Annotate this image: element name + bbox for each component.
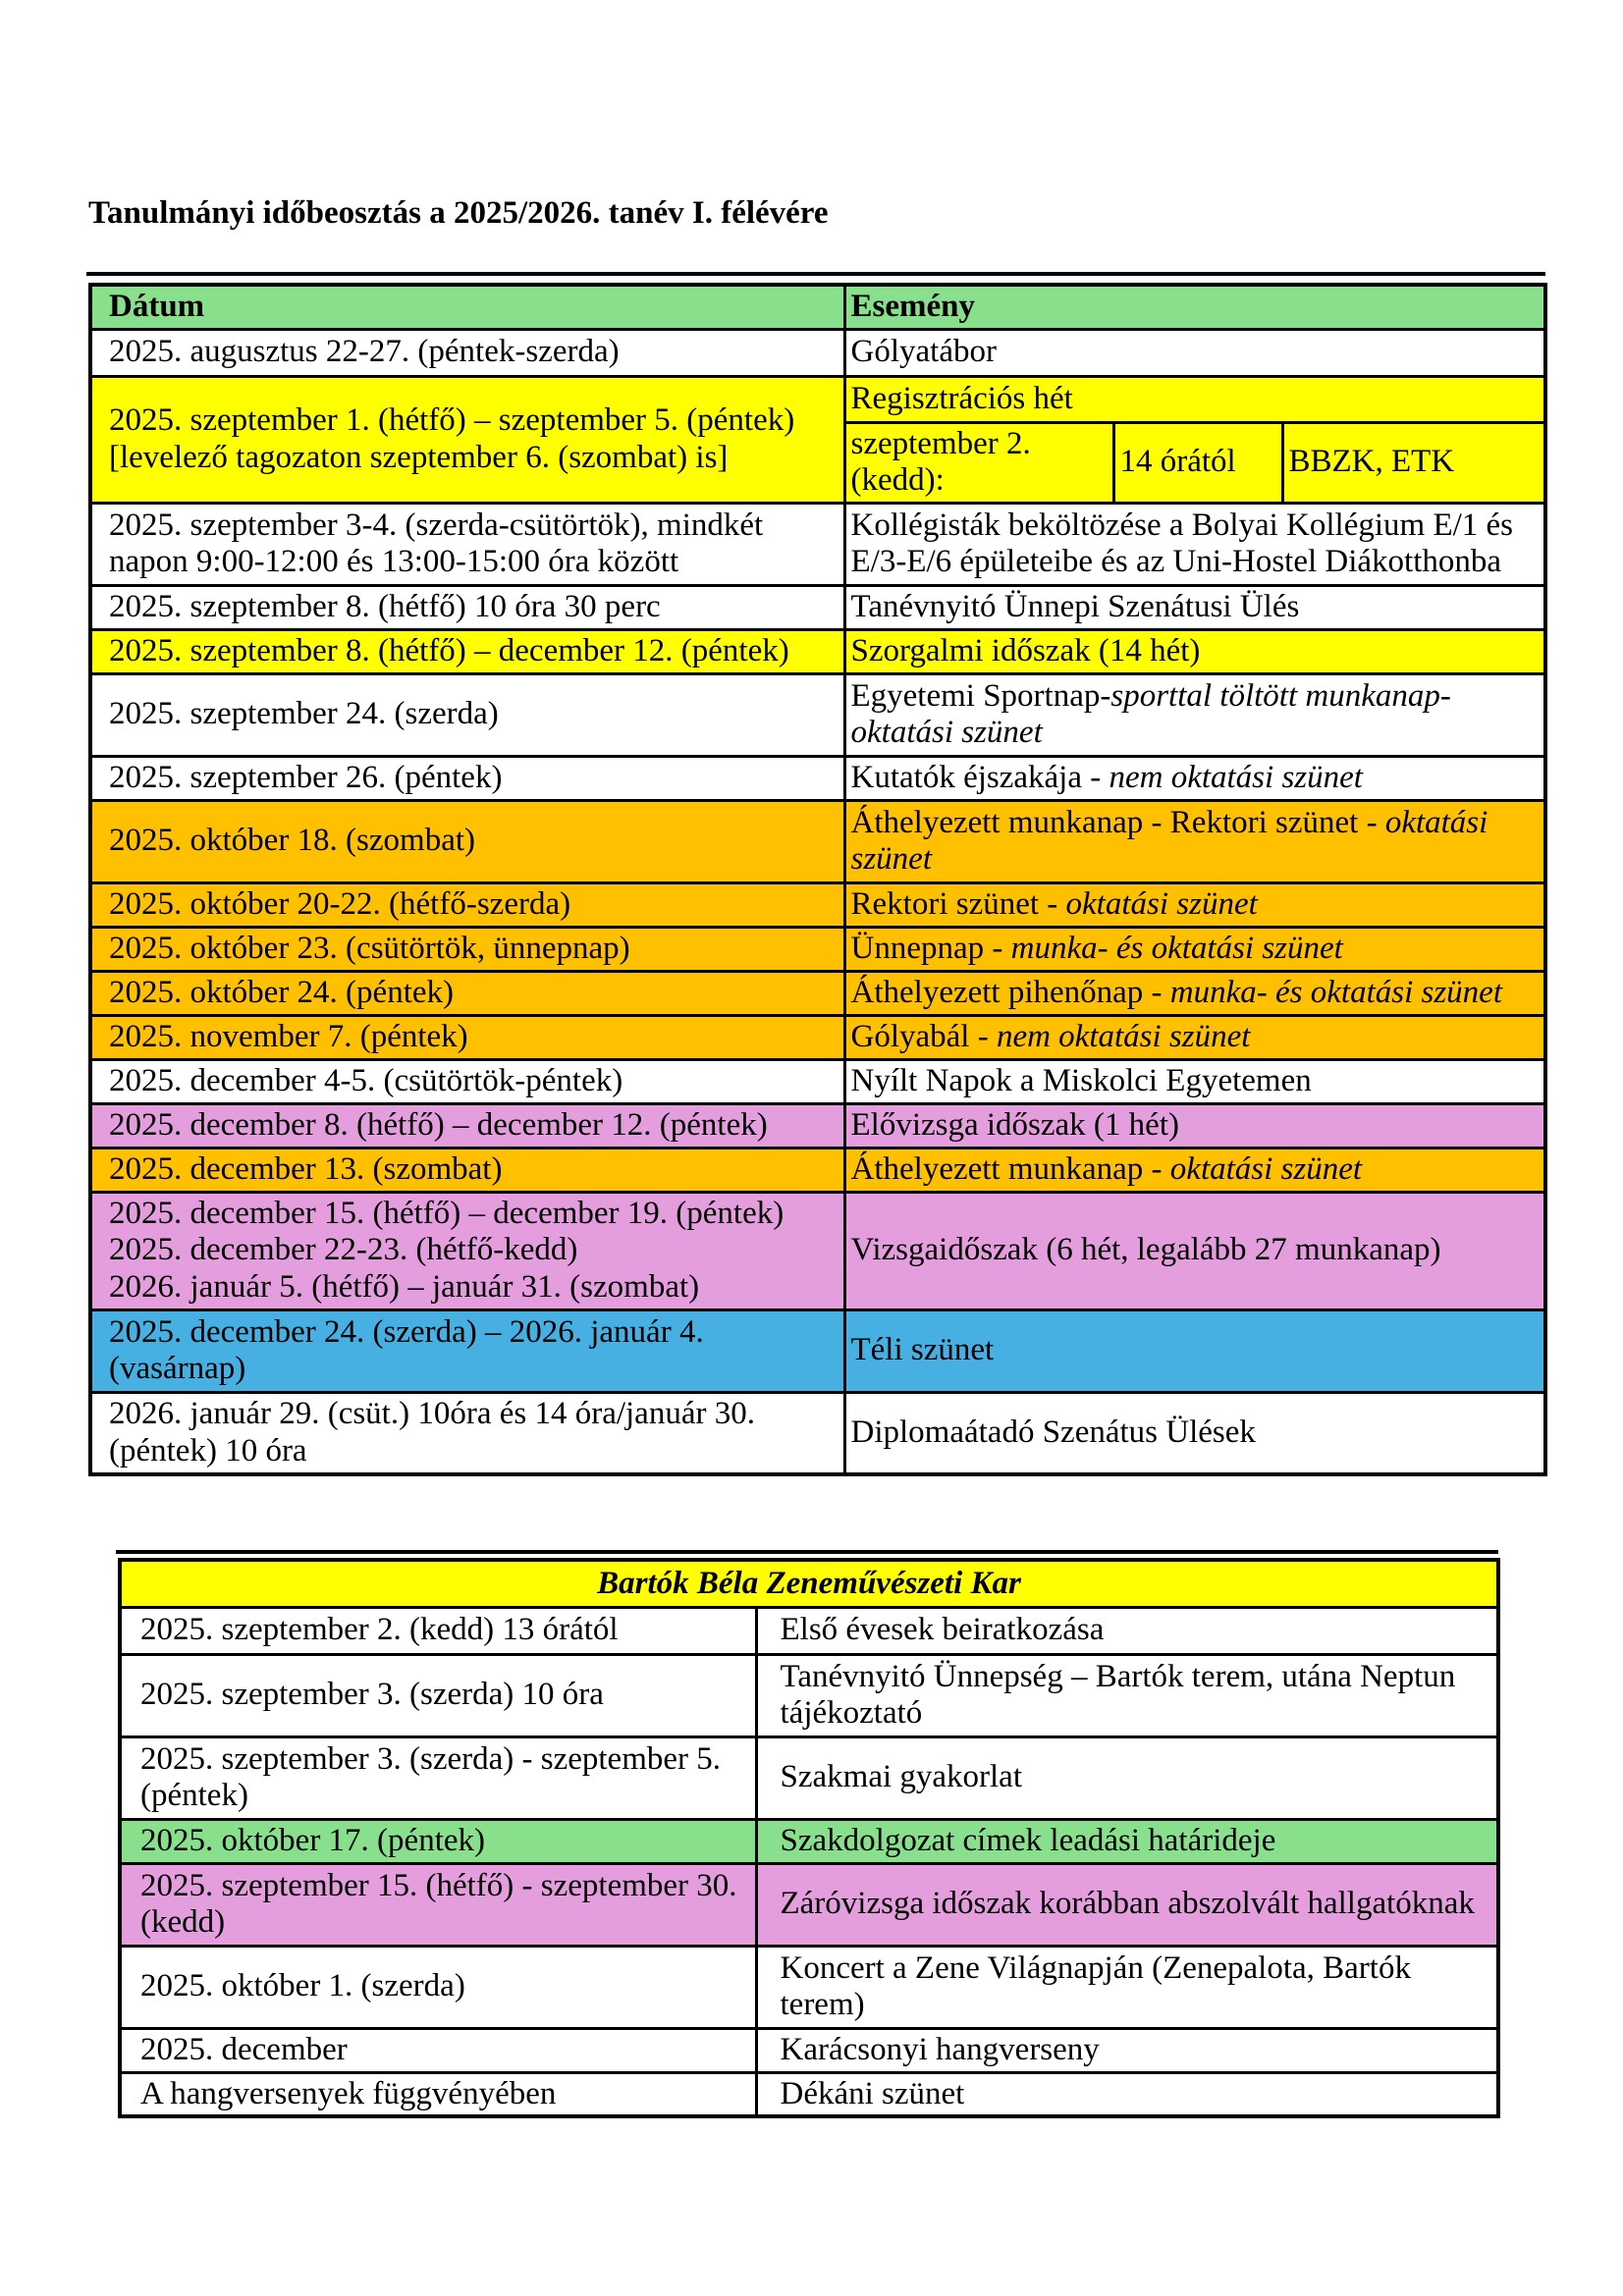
page-title: Tanulmányi időbeosztás a 2025/2026. tanév I. félévére (88, 195, 829, 231)
table-row (90, 882, 1545, 927)
event-text: Áthelyezett munkanap - Rektori szünet - (850, 804, 1385, 840)
date-cell: A hangversenyek függvényében (120, 2072, 756, 2116)
date-cell (120, 1863, 756, 1946)
table-row (120, 1736, 1498, 1819)
event-cell (844, 1148, 1545, 1192)
date-line: 2025. szeptember 1. (hétfő) – szeptember 5. (péntek) (109, 402, 795, 438)
date-cell: 2025. december 24. (szerda) – 2026. január 4. (vasárnap) (90, 1309, 844, 1392)
date-cell: 2025. november 7. (péntek) (90, 1015, 844, 1059)
date-cell: 2025. szeptember 3-4. (szerda-csütörtök), mindkét napon 9:00-12:00 és 13:00-15:00 óra között (90, 503, 844, 585)
date-cell: 2025. december 8. (hétfő) – december 12. (péntek) (90, 1103, 844, 1148)
table-row (90, 971, 1545, 1015)
event-cell: Tanévnyitó Ünnepség – Bartók terem, utána Neptun tájékoztató (756, 1654, 1498, 1736)
faculty-title-row (120, 1560, 1498, 1607)
table-row (90, 927, 1545, 971)
table-row (120, 1654, 1498, 1736)
event-text: Áthelyezett pihenőnap - (850, 974, 1170, 1010)
event-note: munka- és oktatási szünet (1169, 974, 1502, 1010)
event-text: Kutatók éjszakája - (850, 759, 1109, 795)
date-line: 2025. szeptember 15. (hétfő) - szeptember 30. (140, 1867, 737, 1903)
date-cell: 2025. szeptember 3. (szerda) 10 óra (120, 1654, 756, 1736)
table-row (90, 800, 1545, 882)
detail-faculties-cell: BBZK, ETK (1282, 422, 1545, 503)
event-cell (844, 673, 1545, 756)
table-row (90, 329, 1545, 376)
event-cell (844, 1015, 1545, 1059)
date-cell: 2025. szeptember 8. (hétfő) – december 12. (péntek) (90, 629, 844, 673)
event-text: Ünnepnap - (850, 930, 1011, 966)
event-cell: Diplomaátadó Szenátus Ülések (844, 1392, 1545, 1474)
date-cell: 2026. január 29. (csüt.) 10óra és 14 óra/január 30. (péntek) 10 óra (90, 1392, 844, 1474)
event-cell (844, 927, 1545, 971)
faculty-table-top-rule (116, 1550, 1498, 1554)
date-cell: 2025. december 4-5. (csütörtök-péntek) (90, 1059, 844, 1103)
date-cell: 2025. szeptember 3. (szerda) - szeptember 5. (péntek) (120, 1736, 756, 1819)
date-cell: 2025. szeptember 2. (kedd) 13 órától (120, 1607, 756, 1654)
date-cell: 2025. október 23. (csütörtök, ünnepnap) (90, 927, 844, 971)
table-row (120, 1819, 1498, 1863)
event-cell: Kollégisták beköltözése a Bolyai Kollégium E/1 és E/3-E/6 épületeibe és az Uni-Hostel Diákotthonba (844, 503, 1545, 585)
event-note: nem oktatási szünet (1109, 759, 1363, 795)
table-row (90, 1309, 1545, 1392)
event-cell: Koncert a Zene Világnapján (Zenepalota, Bartók terem) (756, 1946, 1498, 2028)
event-cell: Dékáni szünet (756, 2072, 1498, 2116)
event-cell: Első évesek beiratkozása (756, 1607, 1498, 1654)
date-cell: 2025. október 17. (péntek) (120, 1819, 756, 1863)
table-row (90, 1192, 1545, 1309)
faculty-schedule-table (118, 1558, 1500, 2118)
table-row (90, 376, 1545, 422)
table-row (120, 2072, 1498, 2116)
table-row (90, 673, 1545, 756)
event-cell: Elővizsga időszak (1 hét) (844, 1103, 1545, 1148)
date-line: 2025. december 22-23. (hétfő-kedd) (109, 1232, 578, 1268)
date-line: (kedd) (140, 1904, 226, 1940)
event-cell (844, 971, 1545, 1015)
event-cell (844, 882, 1545, 927)
table-row (90, 1103, 1545, 1148)
event-note: nem oktatási szünet (996, 1018, 1251, 1054)
table-row (90, 1148, 1545, 1192)
event-note: oktatási szünet (1065, 885, 1258, 922)
event-cell: Karácsonyi hangverseny (756, 2028, 1498, 2072)
table-top-rule (86, 272, 1545, 276)
date-cell: 2025. október 20-22. (hétfő-szerda) (90, 882, 844, 927)
event-note: sporttal töltött munkanap-oktatási szünet (850, 677, 1451, 750)
date-cell (90, 376, 844, 503)
date-cell: 2025. szeptember 8. (hétfő) 10 óra 30 perc (90, 585, 844, 629)
table-row (90, 1392, 1545, 1474)
date-line: [levelező tagozaton szeptember 6. (szombat) is] (109, 439, 729, 475)
date-cell (90, 1192, 844, 1309)
date-cell: 2025. október 1. (szerda) (120, 1946, 756, 2028)
table-row (120, 1607, 1498, 1654)
event-note: oktatási szünet (850, 804, 1488, 877)
date-cell: 2025. december 13. (szombat) (90, 1148, 844, 1192)
date-cell: 2025. augusztus 22-27. (péntek-szerda) (90, 329, 844, 376)
table-row (90, 1059, 1545, 1103)
date-cell: 2025. október 24. (péntek) (90, 971, 844, 1015)
event-column-header: Esemény (844, 285, 1545, 329)
event-text: Egyetemi Sportnap- (850, 677, 1111, 714)
event-cell: Regisztrációs hét (844, 376, 1545, 422)
date-cell: 2025. szeptember 26. (péntek) (90, 756, 844, 800)
event-cell: Vizsgaidőszak (6 hét, legalább 27 munkanap) (844, 1192, 1545, 1309)
table-row (120, 1863, 1498, 1946)
event-cell: Szorgalmi időszak (14 hét) (844, 629, 1545, 673)
event-text: Gólyabál - (850, 1018, 997, 1054)
table-row (120, 1946, 1498, 2028)
event-cell: Gólyatábor (844, 329, 1545, 376)
date-cell: 2025. október 18. (szombat) (90, 800, 844, 882)
table-header-row (90, 285, 1545, 329)
event-cell: Záróvizsga időszak korábban abszolvált hallgatóknak (756, 1863, 1498, 1946)
table-row (90, 503, 1545, 585)
date-cell: 2025. szeptember 24. (szerda) (90, 673, 844, 756)
event-text: Rektori szünet - (850, 885, 1066, 922)
event-note: munka- és oktatási szünet (1010, 930, 1343, 966)
event-cell: Szakdolgozat címek leadási határideje (756, 1819, 1498, 1863)
table-row (120, 2028, 1498, 2072)
event-note: oktatási szünet (1169, 1150, 1363, 1187)
event-cell (844, 800, 1545, 882)
academic-schedule-table (88, 283, 1547, 1476)
event-text: Áthelyezett munkanap - (850, 1150, 1170, 1187)
date-column-header: Dátum (90, 285, 844, 329)
table-row (90, 756, 1545, 800)
date-line: 2025. december 15. (hétfő) – december 19. (péntek) (109, 1195, 784, 1231)
date-cell: 2025. december (120, 2028, 756, 2072)
event-cell (844, 756, 1545, 800)
table-row (90, 585, 1545, 629)
faculty-title: Bartók Béla Zeneművészeti Kar (120, 1560, 1498, 1607)
event-cell: Nyílt Napok a Miskolci Egyetemen (844, 1059, 1545, 1103)
detail-time-cell: 14 órától (1113, 422, 1282, 503)
table-row (90, 629, 1545, 673)
event-cell: Tanévnyitó Ünnepi Szenátusi Ülés (844, 585, 1545, 629)
event-cell: Téli szünet (844, 1309, 1545, 1392)
event-cell: Szakmai gyakorlat (756, 1736, 1498, 1819)
date-line: 2026. január 5. (hétfő) – január 31. (szombat) (109, 1268, 700, 1305)
detail-day-cell: szeptember 2. (kedd): (844, 422, 1113, 503)
table-row (90, 1015, 1545, 1059)
